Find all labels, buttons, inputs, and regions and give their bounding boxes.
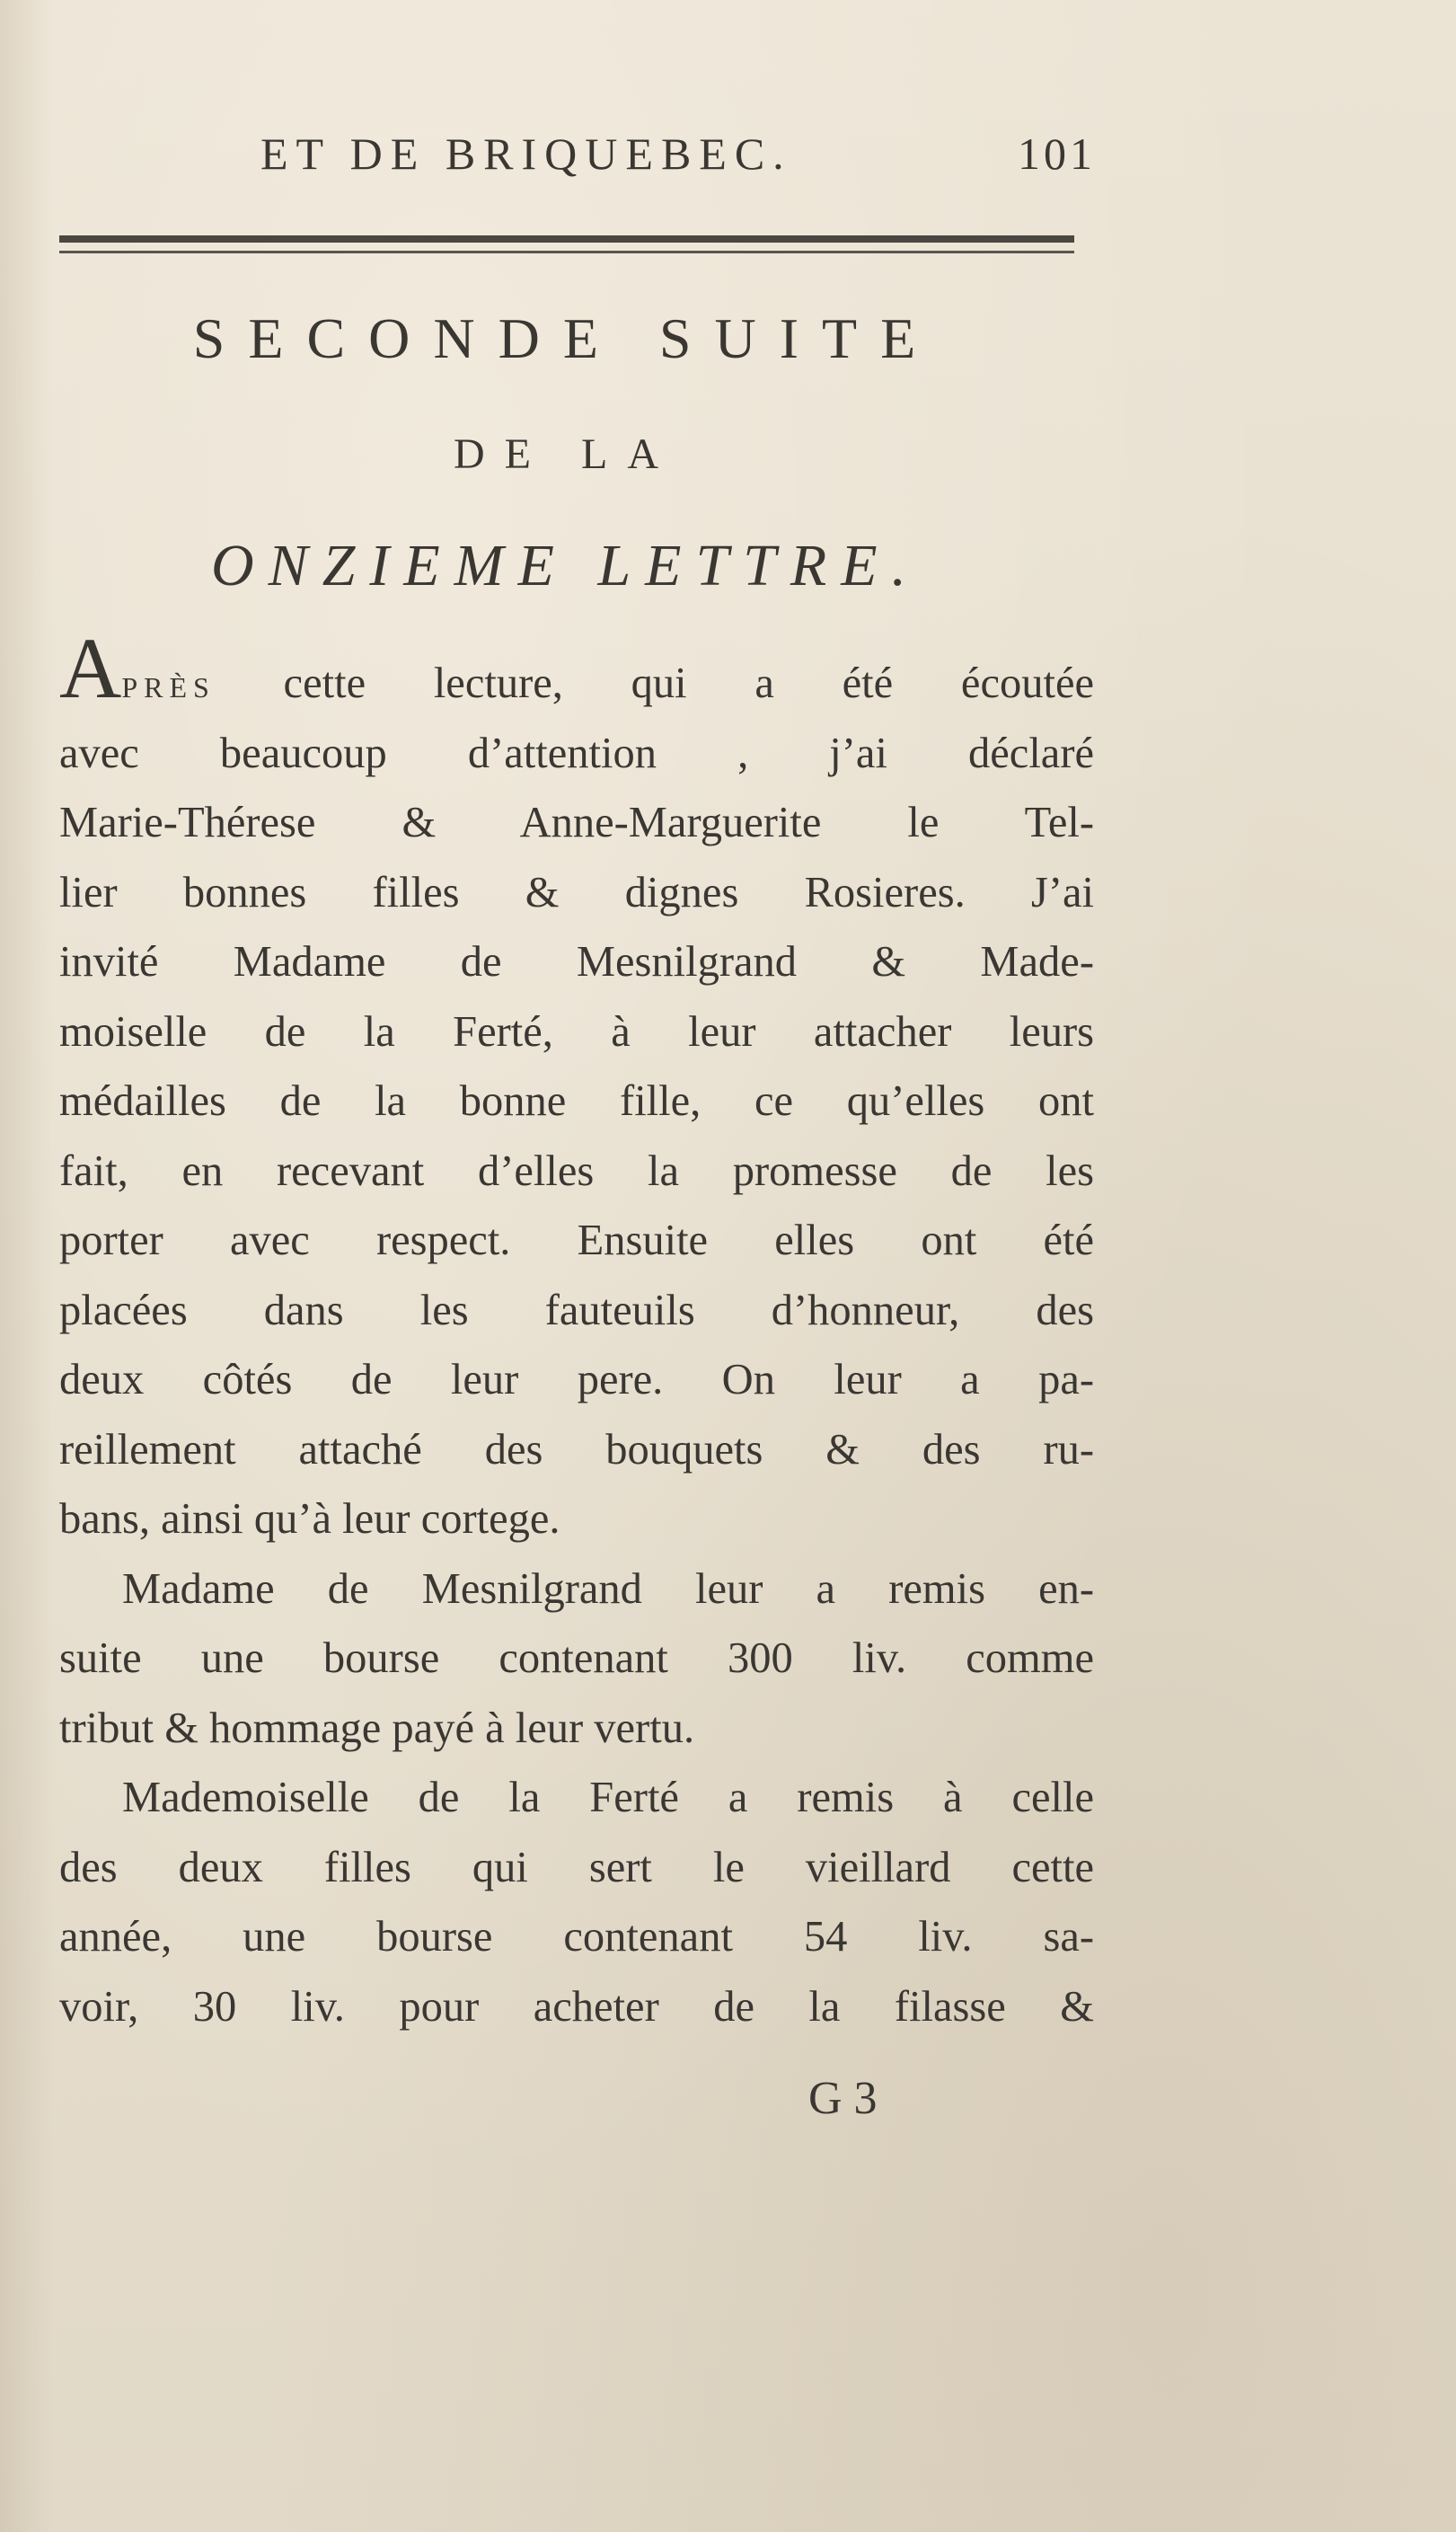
text-line: fait, en recevant d’elles la promesse de les: [59, 1146, 1094, 1195]
text-line: avec beaucoup d’attention , j’ai déclaré: [59, 729, 1094, 777]
header-rule-thick: [59, 235, 1074, 243]
text-line: Madame de Mesnilgrand leur a remis en-: [122, 1564, 1094, 1613]
text-line: placées dans les fauteuils d’honneur, des: [59, 1286, 1094, 1334]
text-line: suite une bourse contenant 300 liv. comme: [59, 1634, 1094, 1682]
text-line: lier bonnes filles & dignes Rosieres. J’ai: [59, 868, 1094, 916]
body-text: [59, 620, 1094, 2041]
text-line: reillement attaché des bouquets & des ru-: [59, 1425, 1094, 1474]
text-line: année, une bourse contenant 54 liv. sa-: [59, 1913, 1094, 1961]
text-line: bans, ainsi qu’à leur cortege.: [59, 1495, 560, 1543]
text-line: moiselle de la Ferté, à leur attacher leurs: [59, 1007, 1094, 1056]
running-head: [260, 128, 1096, 190]
text-line-1: [59, 620, 1094, 719]
text-line: Marie-Thérese & Anne-Marguerite le Tel-: [59, 799, 1094, 846]
section-heading-line-2: DE LA: [454, 430, 678, 478]
small-caps-word: PRÈS: [121, 671, 216, 704]
first-line-rest: cette lecture, qui a été écoutée: [215, 660, 1094, 707]
text-line: médailles de la bonne fille, ce qu’elles ont: [59, 1077, 1094, 1125]
text-line: invité Madame de Mesnilgrand & Made-: [59, 938, 1094, 986]
text-line: deux côtés de leur pere. On leur a pa-: [59, 1356, 1094, 1403]
text-line: des deux filles qui sert le vieillard cette: [59, 1843, 1094, 1891]
text-line: voir, 30 liv. pour acheter de la filasse &: [59, 1982, 1094, 2031]
drop-cap: A: [59, 620, 122, 716]
header-rule-thin: [59, 251, 1074, 253]
page-edge-shadow: [0, 0, 54, 2532]
page-number: 101: [1018, 128, 1096, 179]
section-heading-line-3: ONZIEME LETTRE.: [210, 533, 922, 598]
text-line: tribut & hommage payé à leur vertu.: [59, 1704, 695, 1752]
text-line: Mademoiselle de la Ferté a remis à celle: [122, 1774, 1094, 1821]
section-heading-line-1: SECONDE SUITE: [192, 306, 940, 370]
text-line: porter avec respect. Ensuite elles ont été: [59, 1217, 1094, 1264]
signature-mark: G 3: [808, 2073, 878, 2124]
running-head-title: ET DE BRIQUEBEC.: [260, 128, 792, 179]
